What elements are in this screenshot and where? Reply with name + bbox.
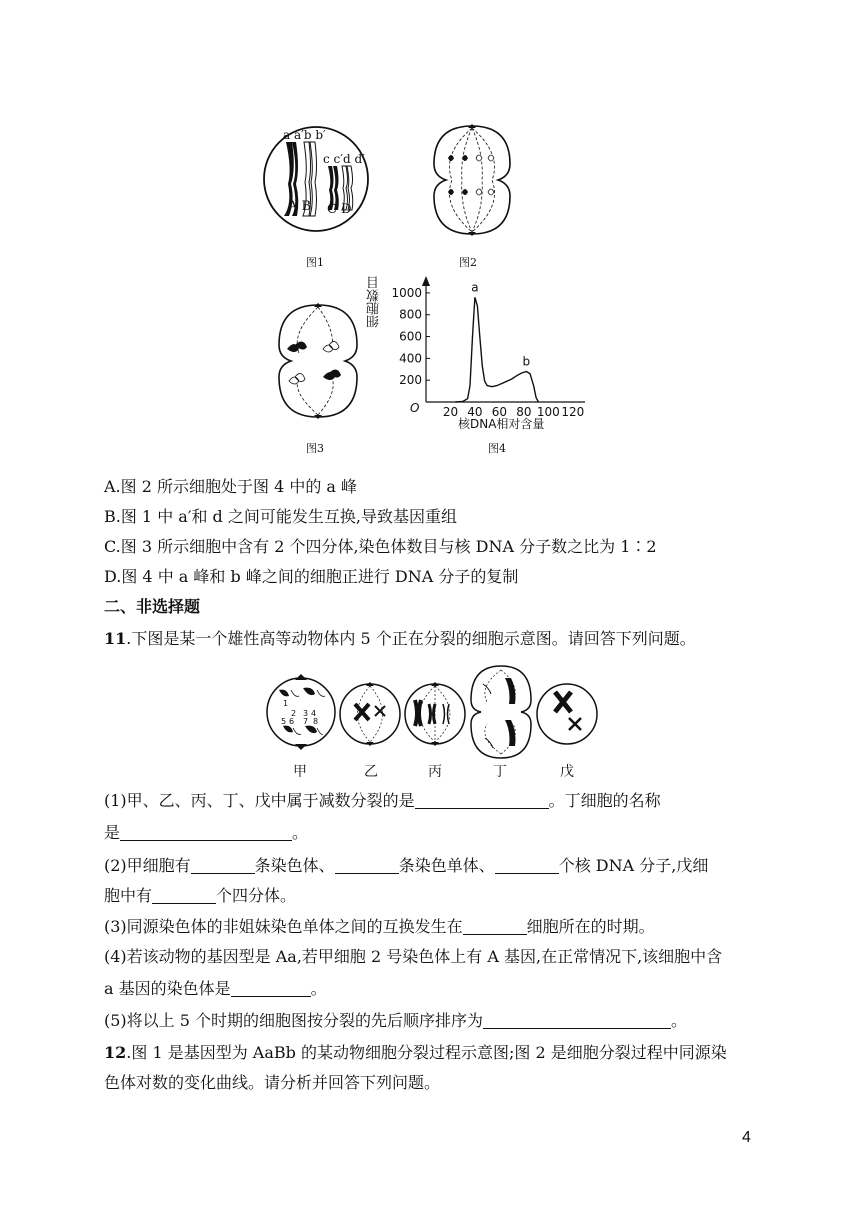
q11-answer-blank-9[interactable] xyxy=(483,1012,671,1029)
q11-part-5-text-a: (5)将以上 5 个时期的细胞图按分裂的先后顺序排序为 xyxy=(104,1011,484,1030)
figure-4-chart xyxy=(360,270,620,440)
q11-part-4-line-1: (4)若该动物的基因型是 Aa,若甲细胞 2 号染色体上有 A 基因,在正常情况下,该细胞中含 xyxy=(104,947,723,966)
q11-part-2-text-b: 条染色体、 xyxy=(254,856,335,875)
q11-number: 11 xyxy=(104,629,127,648)
q12-line-1 xyxy=(104,1043,727,1063)
q11-part-4-text-b: a 基因的染色体是 xyxy=(104,979,231,998)
y-axis-label: 细胞数目 xyxy=(367,276,382,328)
q11-part-2-text-c: 条染色单体、 xyxy=(398,856,495,875)
q11-answer-blank-1[interactable] xyxy=(415,792,549,809)
q11-part-3 xyxy=(104,917,655,937)
cell-bing xyxy=(405,682,465,746)
x-tick-label: 40 xyxy=(467,405,483,419)
q11-part-2-text-e: 胞中有 xyxy=(104,886,153,905)
q11-part-2-text-f: 个四分体。 xyxy=(216,886,297,905)
q11-part-5-text-b: 。 xyxy=(671,1011,688,1030)
y-tick-label: 400 xyxy=(399,351,422,366)
cell-jia-number-5: 5 xyxy=(281,717,287,726)
q11-answer-blank-5[interactable] xyxy=(495,857,559,874)
option-d: D.图 4 中 a 峰和 b 峰之间的细胞正进行 DNA 分子的复制 xyxy=(104,567,519,586)
figure-4-caption: 图4 xyxy=(488,442,506,455)
cell-label-bing: 丙 xyxy=(428,764,442,780)
y-tick-label: 800 xyxy=(399,307,422,322)
q11-part-1-line-1 xyxy=(104,791,661,811)
cell-jia-number-2: 2 xyxy=(291,709,297,718)
y-tick-label: 600 xyxy=(399,329,422,344)
cell-label-wu: 戊 xyxy=(560,764,574,780)
cell-yi xyxy=(340,682,400,746)
cell-ding xyxy=(471,666,531,758)
y-tick-label: 200 xyxy=(399,373,422,388)
q11-part-1-line-2 xyxy=(104,823,308,843)
option-c: C.图 3 所示细胞中含有 2 个四分体,染色体数目与核 DNA 分子数之比为 1∶2 xyxy=(104,537,657,556)
x-tick-label: 100 xyxy=(536,405,560,419)
q11-part-5 xyxy=(104,1011,687,1031)
q11-part-2-text-a: (2)甲细胞有 xyxy=(104,856,191,875)
cell-jia-number-3: 3 xyxy=(303,709,309,718)
option-a: A.图 2 所示细胞处于图 4 中的 a 峰 xyxy=(104,477,358,496)
q11-answer-blank-7[interactable] xyxy=(463,918,527,935)
q11-part-2-text-d: 个核 DNA 分子,戊细 xyxy=(558,856,709,875)
q11-stem xyxy=(104,629,696,649)
figure-1-bottom-labels-left: A B xyxy=(288,199,312,214)
q11-part-2-line-2 xyxy=(104,886,296,906)
q11-part-1-text-c: 是 xyxy=(104,823,121,842)
peak-label-b: b xyxy=(522,354,531,369)
q12-number: 12 xyxy=(104,1043,127,1062)
peak-label-a: a xyxy=(471,280,479,295)
y-tick-label: 1000 xyxy=(391,285,422,300)
cell-label-yi: 乙 xyxy=(364,764,378,780)
q11-answer-blank-8[interactable] xyxy=(231,980,311,997)
cell-jia-number-6: 6 xyxy=(289,717,295,726)
x-tick-label: 20 xyxy=(442,405,459,419)
cell-label-ding: 丁 xyxy=(493,764,507,780)
figure-3-cell xyxy=(277,303,359,419)
q11-part-4-line-2 xyxy=(104,979,327,999)
x-tick-label: 80 xyxy=(516,405,532,419)
x-axis-label: 核DNA相对含量 xyxy=(458,417,545,431)
q11-part-3-text-a: (3)同源染色体的非姐妹染色单体之间的互换发生在 xyxy=(104,917,463,936)
figure-1-bottom-labels-right: C D xyxy=(327,202,352,217)
figure-2-caption: 图2 xyxy=(459,256,477,269)
section-title: 二、非选择题 xyxy=(104,597,201,616)
figure-3-caption: 图3 xyxy=(306,442,324,455)
y-axis-arrow xyxy=(422,276,430,286)
page-number: 4 xyxy=(742,1129,751,1146)
figure-1-top-labels-right: c c′d d′ xyxy=(323,152,365,166)
q11-part-2-line-1 xyxy=(104,856,708,876)
cell-jia-number-8: 8 xyxy=(313,717,319,726)
cell-jia-number-7: 7 xyxy=(303,717,309,726)
q12-line-2: 色体对数的变化曲线。请分析并回答下列问题。 xyxy=(104,1073,441,1092)
q11-answer-blank-3[interactable] xyxy=(191,857,255,874)
cell-label-jia: 甲 xyxy=(293,764,307,780)
q11-answer-blank-4[interactable] xyxy=(335,857,399,874)
q12-line-1-text: .图 1 是基因型为 AaBb 的某动物细胞分裂过程示意图;图 2 是细胞分裂过程中同源染 xyxy=(126,1043,727,1062)
cell-jia-number-4: 4 xyxy=(311,709,317,718)
q11-part-4-text-c: 。 xyxy=(310,979,327,998)
q11-answer-blank-6[interactable] xyxy=(152,887,216,904)
q11-part-1-text-d: 。 xyxy=(292,823,309,842)
cell-jia-number-1: 1 xyxy=(283,699,289,708)
cell-wu xyxy=(537,684,597,744)
q11-part-1-text-b: 。丁细胞的名称 xyxy=(548,791,661,810)
q11-part-1-text-a: (1)甲、乙、丙、丁、戊中属于减数分裂的是 xyxy=(104,791,415,810)
series-line xyxy=(455,297,538,402)
figure-1-caption: 图1 xyxy=(306,256,324,269)
figure-1-top-labels-left: a a′b b′ xyxy=(283,128,326,142)
x-tick-label: 120 xyxy=(561,405,585,419)
q11-cells-figure xyxy=(265,662,600,758)
cell-jia xyxy=(267,674,335,750)
option-b: B.图 1 中 a′和 d 之间可能发生互换,导致基因重组 xyxy=(104,507,457,526)
q11-part-3-text-b: 细胞所在的时期。 xyxy=(526,917,655,936)
q11-answer-blank-2[interactable] xyxy=(120,824,292,841)
q11-stem-text: .下图是某一个雄性高等动物体内 5 个正在分裂的细胞示意图。请回答下列问题。 xyxy=(126,629,696,648)
origin-label: O xyxy=(410,401,420,415)
figure-2-cell xyxy=(432,124,512,236)
x-tick-label: 60 xyxy=(491,405,508,419)
